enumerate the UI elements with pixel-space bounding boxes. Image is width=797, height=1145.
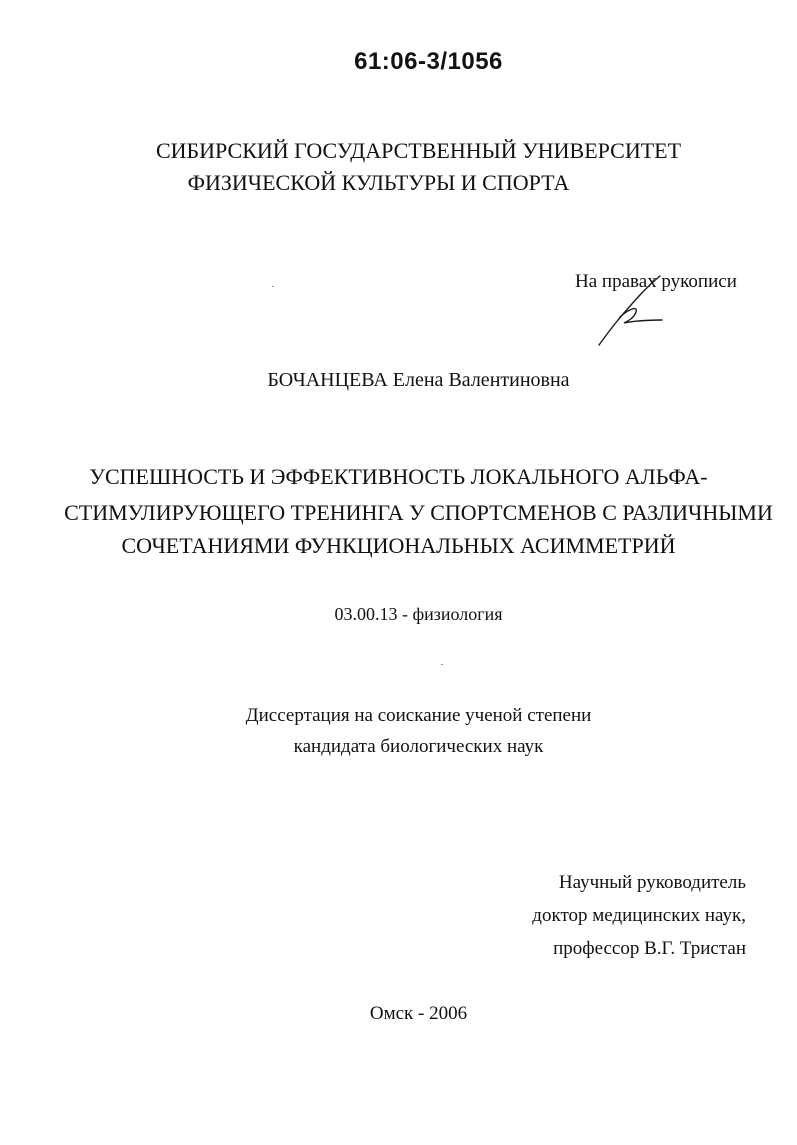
university-name-line-1: СИБИРСКИЙ ГОСУДАРСТВЕННЫЙ УНИВЕРСИТЕТ: [155, 138, 682, 163]
scan-speck: [272, 286, 274, 287]
university-name-line-2: ФИЗИЧЕСКОЙ КУЛЬТУРЫ И СПОРТА: [187, 170, 570, 195]
catalog-number: 61:06-3/1056: [354, 48, 503, 75]
author-name: БОЧАНЦЕВА Елена Валентиновна: [267, 369, 570, 391]
supervisor-line-2: доктор медицинских наук,: [532, 905, 746, 926]
dissertation-title-line-3: СОЧЕТАНИЯМИ ФУНКЦИОНАЛЬНЫХ АСИММЕТРИЙ: [121, 533, 676, 558]
manuscript-rights-note: На правах рукописи: [575, 271, 737, 292]
supervisor-line-3: профессор В.Г. Тристан: [553, 938, 746, 959]
degree-line-1: Диссертация на соискание ученой степени: [245, 705, 592, 726]
supervisor-line-1: Научный руководитель: [558, 872, 746, 893]
city-and-year: Омск - 2006: [369, 1003, 468, 1024]
specialty-code: 03.00.13 - физиология: [334, 604, 503, 624]
degree-line-2: кандидата биологических наук: [293, 736, 544, 757]
dissertation-title-line-1: УСПЕШНОСТЬ И ЭФФЕКТИВНОСТЬ ЛОКАЛЬНОГО АЛЬФА-: [89, 464, 708, 489]
scan-speck: [441, 664, 443, 665]
dissertation-title-line-2: СТИМУЛИРУЮЩЕГО ТРЕНИНГА У СПОРТСМЕНОВ С РАЗЛИЧНЫМИ: [64, 500, 773, 525]
handwritten-signature: [590, 268, 670, 350]
